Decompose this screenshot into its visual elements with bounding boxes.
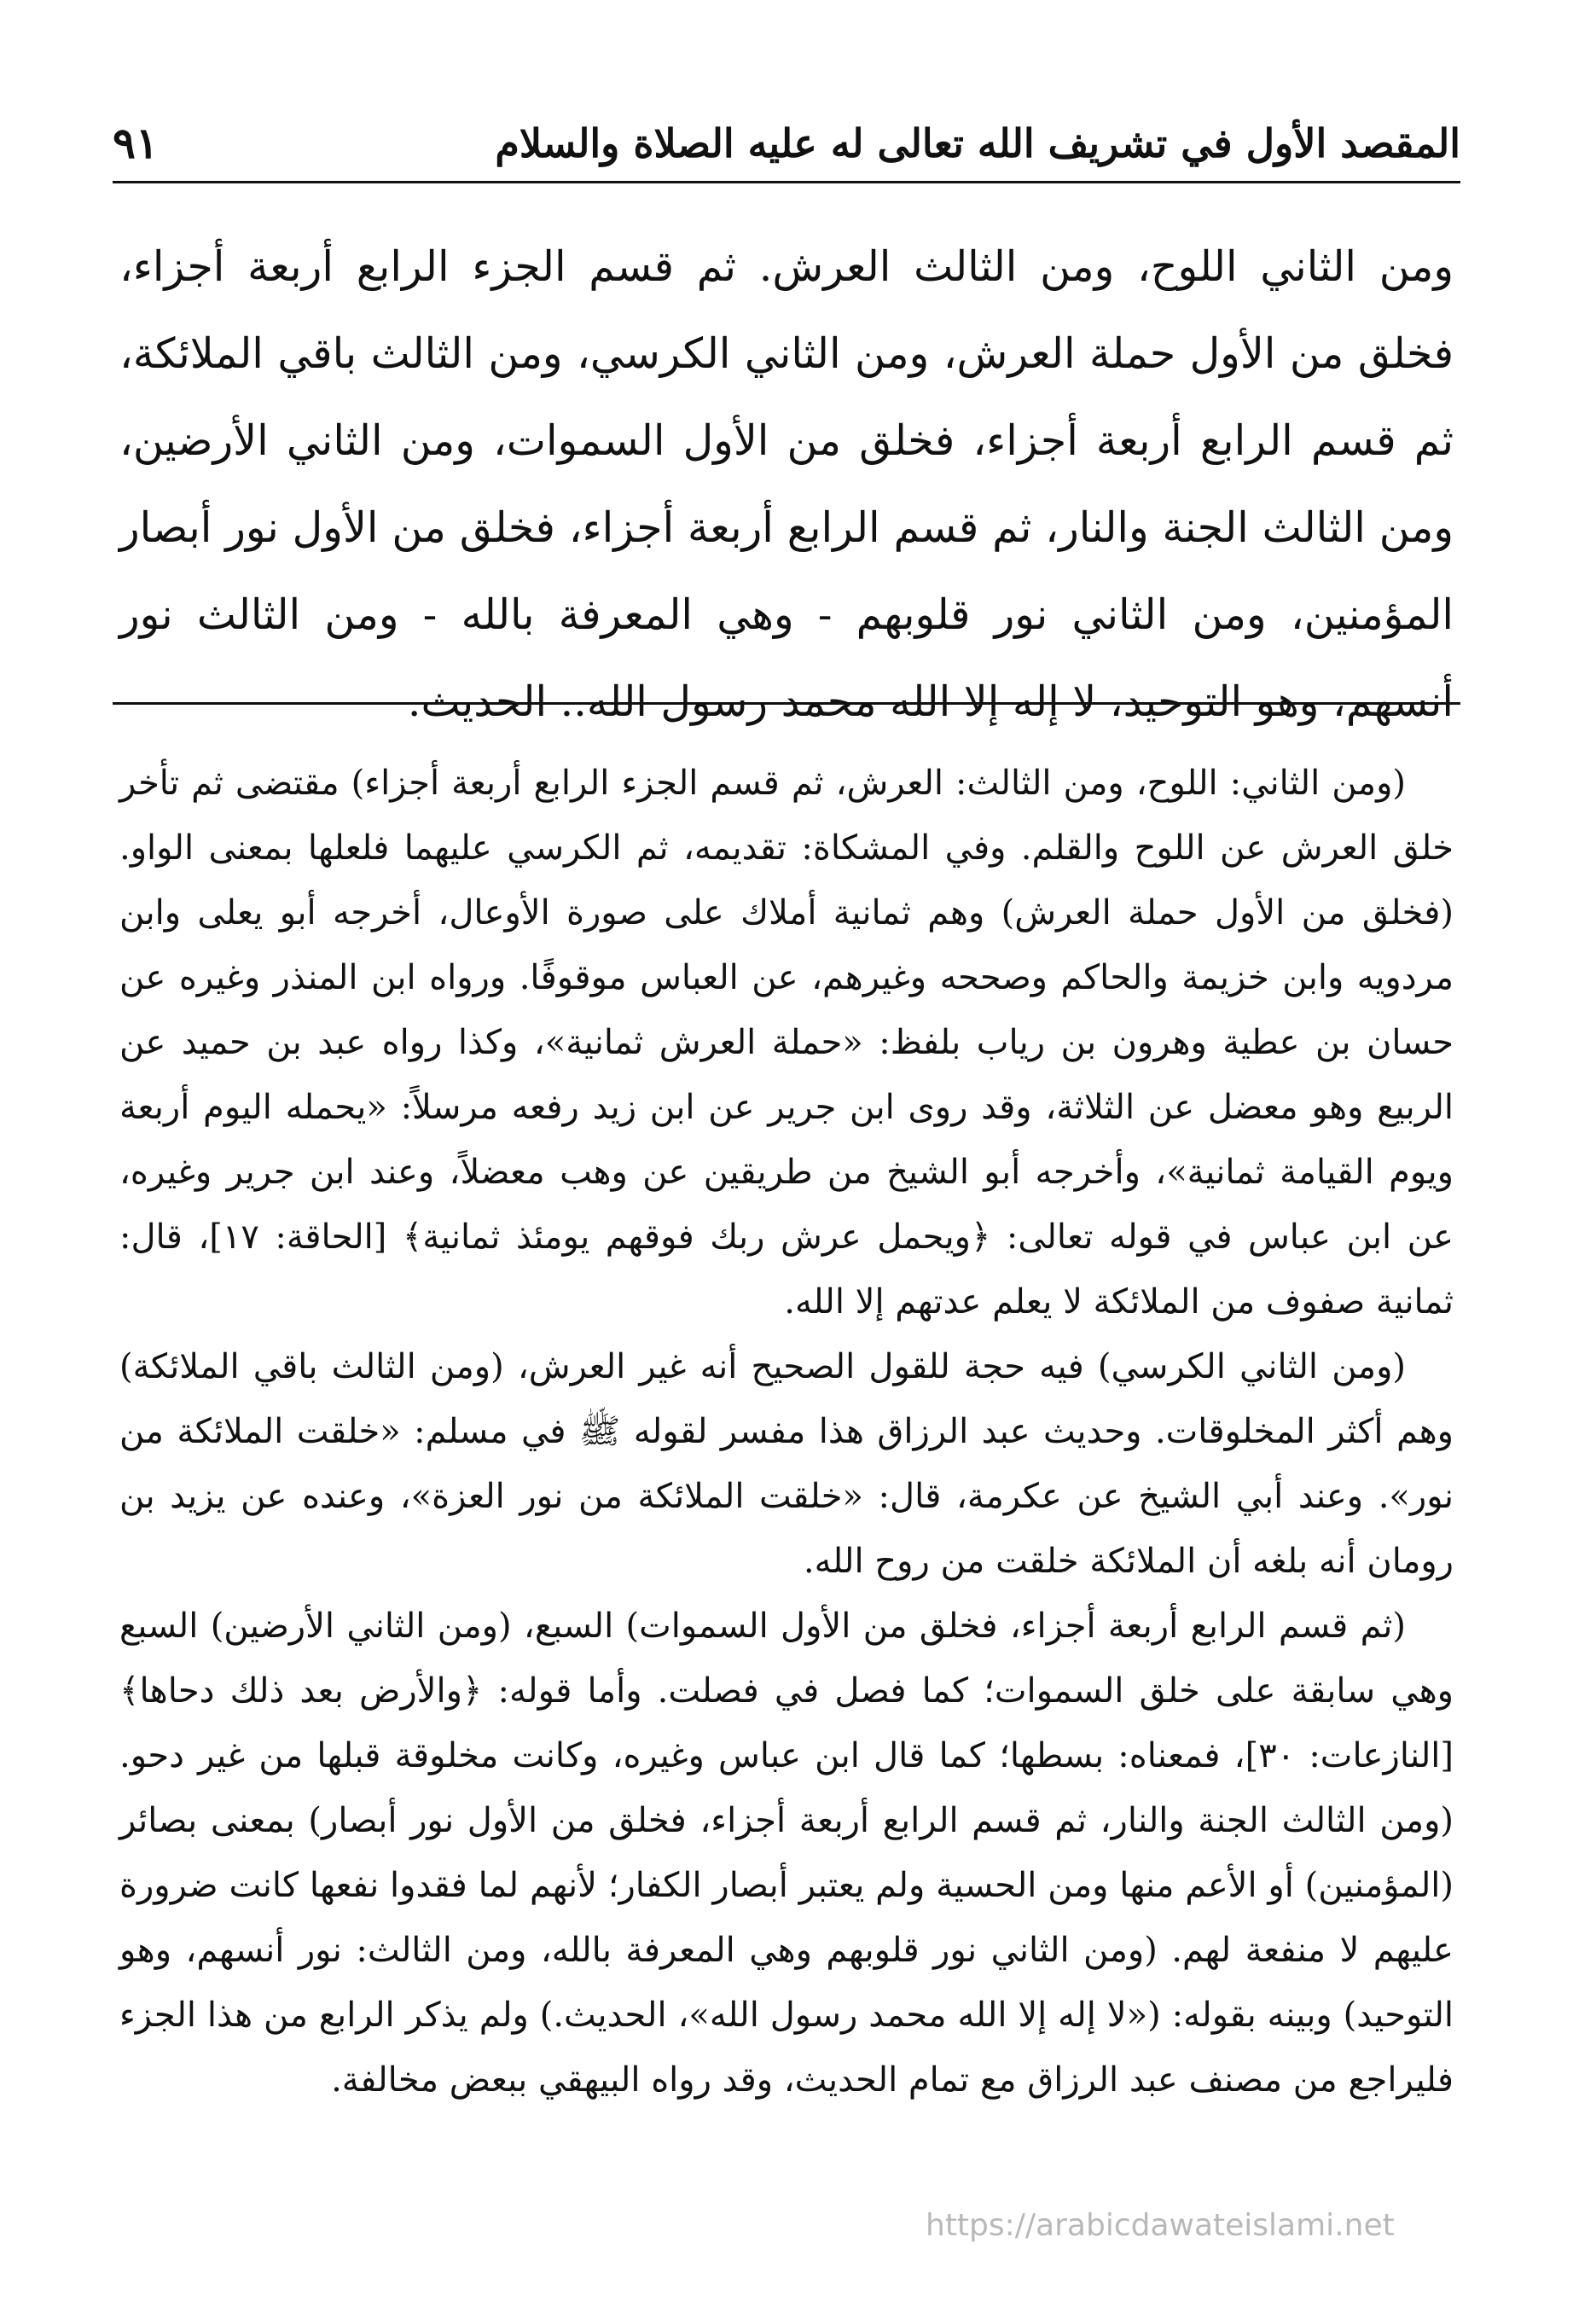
commentary-paragraph-1: (ومن الثاني: اللوح، ومن الثالث: العرش، ثم قسم الجزء الرابع أربعة أجزاء) مقتضى ثم تأخر خلق العرش عن اللوح والقلم. وفي المشكاة: تقديمه، ثم الكرسي عليهما فلعلها بمعنى الواو. (فخلق من الأول حملة العرش) وهم ثمانية أملاك على صورة الأوعال، أخرجه أبو يعلى وابن مردويه وابن خزيمة والحاكم وصححه وغيرهم، عن العباس موقوفًا. ورواه ابن المنذر وغيره عن حسان بن عطية وهرون بن رياب بلفظ: «حملة العرش ثمانية»، وكذا رواه عبد بن حميد عن الربيع وهو معضل عن الثلاثة، وقد روى ابن جرير عن ابن زيد رفعه مرسلاً: «يحمله اليوم أربعة ويوم القيامة ثمانية»، وأخرجه أبو الشيخ من طريقين عن وهب معضلاً، وعند ابن جرير وغيره، عن ابن عباس في قوله تعالى: ﴿ويحمل عرش ربك فوقهم يومئذ ثمانية﴾ [الحاقة: ١٧]، قال: ثمانية صفوف من الملائكة لا يعلم عدتهم إلا الله.: [119, 764, 1454, 1322]
main-text-block: [119, 224, 1454, 746]
watermark-url: https://arabicdawateislami.net: [926, 2208, 1395, 2243]
commentary-paragraph-3: (ثم قسم الرابع أربعة أجزاء، فخلق من الأول السموات) السبع، (ومن الثاني الأرضين) السبع وهي سابقة على خلق السموات؛ كما فصل في فصلت. وأما قوله: ﴿والأرض بعد ذلك دحاها﴾ [النازعات: ٣٠]، فمعناه: بسطها؛ كما قال ابن عباس وغيره، وكانت مخلوقة قبلها من غير دحو. (ومن الثالث الجنة والنار، ثم قسم الرابع أربعة أجزاء، فخلق من الأول نور أبصار) بمعنى بصائر (المؤمنين) أو الأعم منها ومن الحسية ولم يعتبر أبصار الكفار؛ لأنهم لما فقدوا نفعها كانت ضرورة عليهم لا منفعة لهم. (ومن الثاني نور قلوبهم وهي المعرفة بالله، ومن الثالث: نور أنسهم، وهو التوحيد) وبينه بقوله: («لا إله إلا الله محمد رسول الله»، الحديث.) ولم يذكر الرابع من هذا الجزء فليراجع من مصنف عبد الرزاق مع تمام الحديث، وقد رواه البيهقي ببعض مخالفة.: [119, 1606, 1454, 2100]
commentary-block: [119, 751, 1454, 2112]
main-text-paragraph: ومن الثاني اللوح، ومن الثالث العرش. ثم قسم الجزء الرابع أربعة أجزاء، فخلق من الأول حملة العرش، ومن الثاني الكرسي، ومن الثالث باقي الملائكة، ثم قسم الرابع أربعة أجزاء، فخلق من الأول السموات، ومن الثاني الأرضين، ومن الثالث الجنة والنار، ثم قسم الرابع أربعة أجزاء، فخلق من الأول نور أبصار المؤمنين، ومن الثاني نور قلوبهم - وهي المعرفة بالله - ومن الثالث نور أنسهم، وهو التوحيد، لا إله إلا الله محمد رسول الله.. الحديث.: [119, 242, 1454, 726]
header-rule: [113, 181, 1460, 183]
commentary-paragraph-2: (ومن الثاني الكرسي) فيه حجة للقول الصحيح أنه غير العرش، (ومن الثالث باقي الملائكة) وهم أكثر المخلوقات. وحديث عبد الرزاق هذا مفسر لقوله ﷺ في مسلم: «خلقت الملائكة من نور». وعند أبي الشيخ عن عكرمة، قال: «خلقت الملائكة من نور العزة»، وعنده عن يزيد بن رومان أنه بلغه أن الملائكة خلقت من روح الله.: [119, 1347, 1454, 1581]
running-header: [113, 109, 1460, 177]
running-header-title: المقصد الأول في تشريف الله تعالى له عليه الصلاة والسلام: [495, 120, 1460, 166]
commentary-separator-rule: [113, 702, 1460, 705]
page-number: ٩١: [113, 118, 159, 168]
